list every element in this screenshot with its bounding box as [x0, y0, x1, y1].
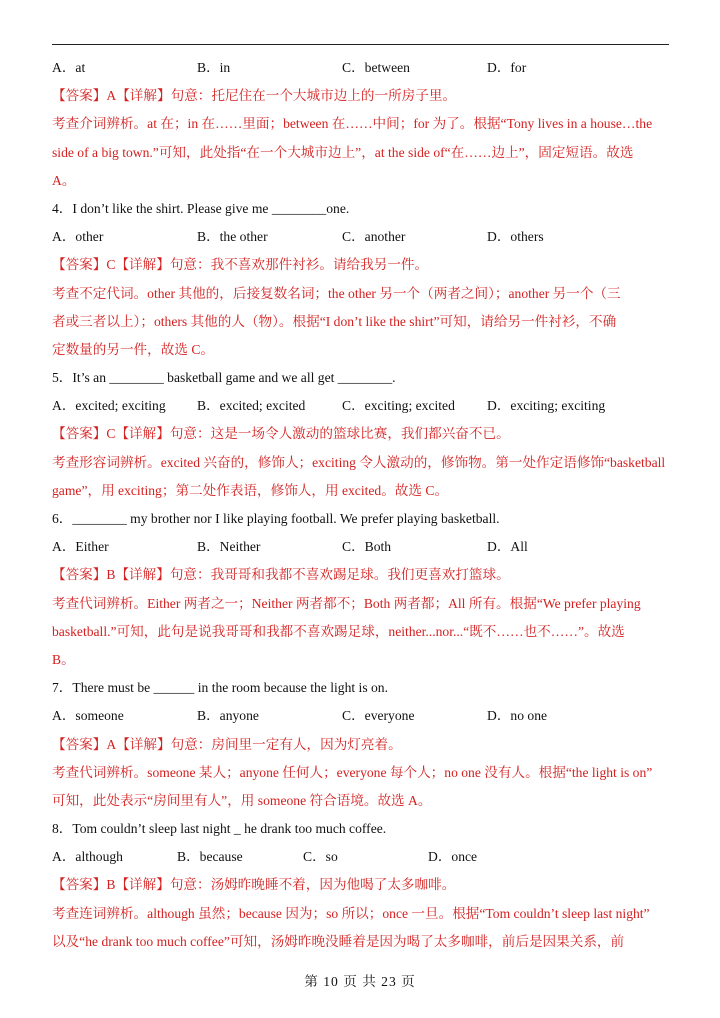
q3-explanation-line: A。	[52, 172, 76, 188]
q5-explanation-line: game”，用 exciting；第二处作表语，修饰人，用 excited。故选 C。	[52, 482, 449, 498]
header-rule	[52, 44, 669, 45]
q5-option-b: B．excited; excited	[197, 398, 306, 414]
q7-explanation-line: 可知，此处表示“房间里有人”，用 someone 符合语境。故选 A。	[52, 792, 432, 808]
q7-option-d: D．no one	[487, 708, 548, 724]
q4-answer: 【答案】C【详解】句意：我不喜欢那件衬衫。请给我另一件。	[52, 257, 429, 273]
q4-options	[52, 223, 672, 251]
q8-option-d: D．once	[428, 849, 478, 865]
q8-answer: 【答案】B【详解】句意：汤姆昨晚睡不着，因为他喝了太多咖啡。	[52, 877, 456, 893]
q8-stem: 8．Tom couldn’t sleep last night _ he drank too much coffee.	[52, 821, 387, 837]
q5-explanation-line: 考查形容词辨析。excited 兴奋的，修饰人；exciting 令人激动的，修饰物。第一处作定语修饰“basketball	[52, 454, 666, 470]
q4-explanation-line: 者或三者以上）；others 其他的人（物）。根据“I don’t like the shirt”可知，请给另一件衬衫，不确	[52, 313, 617, 329]
q8-option-a: A．although	[52, 849, 123, 865]
q8-option-c: C．so	[303, 849, 338, 865]
q5-options	[52, 392, 672, 420]
q4-stem: 4．I don’t like the shirt. Please give me ________one.	[52, 200, 350, 216]
q4-option-d: D．others	[487, 229, 544, 245]
q6-options	[52, 533, 672, 561]
q6-option-b: B．Neither	[197, 539, 261, 555]
q5-option-c: C．exciting; excited	[342, 398, 455, 414]
q3-option-b: B．in	[197, 60, 231, 75]
q4-explanation-line: 考查不定代词。other 其他的，后接复数名词；the other 另一个（两者之间）；another 另一个（三	[52, 285, 621, 301]
q6-option-a: A．Either	[52, 539, 109, 555]
q6-explanation-line: B。	[52, 651, 75, 667]
q5-answer: 【答案】C【详解】句意：这是一场令人激动的篮球比赛，我们都兴奋不已。	[52, 426, 510, 442]
q7-answer: 【答案】A【详解】句意：房间里一定有人，因为灯亮着。	[52, 736, 402, 752]
q7-option-c: C．everyone	[342, 708, 415, 724]
q3-options	[52, 54, 672, 82]
q7-explanation-line: 考查代词辨析。someone 某人；anyone 任何人；everyone 每个人；no one 没有人。根据“the light is on”	[52, 764, 653, 780]
q3-option-d: D．for	[487, 60, 527, 75]
q6-explanation-line: basketball.”可知，此句是说我哥哥和我都不喜欢踢足球，neither...nor...“既不……也不……”。故选	[52, 623, 625, 639]
q3-explanation-line: 考查介词辨析。at 在；in 在……里面；between 在……中间；for 为了。根据“Tony lives in a house…the	[52, 116, 653, 132]
q7-options	[52, 702, 672, 730]
q8-explanation-line: 以及“he drank too much coffee”可知，汤姆昨晚没睡着是因为喝了太多咖啡，前后是因果关系，前	[52, 933, 625, 949]
q5-stem: 5．It’s an ________ basketball game and we all get ________.	[52, 370, 396, 386]
q6-answer: 【答案】B【详解】句意：我哥哥和我都不喜欢踢足球。我们更喜欢打篮球。	[52, 567, 510, 583]
q3-answer: 【答案】A【详解】句意：托尼住在一个大城市边上的一所房子里。	[52, 88, 457, 104]
q6-option-d: D．All	[487, 539, 528, 555]
q8-options	[52, 843, 672, 871]
q3-explanation-line: side of a big town.”可知，此处指“在一个大城市边上”，at the side of“在……边上”，固定短语。故选	[52, 144, 634, 160]
q8-explanation-line: 考查连词辨析。although 虽然；because 因为；so 所以；once 一旦。根据“Tom couldn’t sleep last night”	[52, 905, 650, 921]
q4-option-b: B．the other	[197, 229, 268, 245]
q7-stem: 7．There must be ______ in the room because the light is on.	[52, 680, 389, 696]
q5-option-d: D．exciting; exciting	[487, 398, 606, 414]
q8-option-b: B．because	[177, 849, 243, 865]
q4-option-c: C．another	[342, 229, 406, 245]
q3-option-c: C．between	[342, 60, 410, 75]
q4-explanation-line: 定数量的另一件，故选 C。	[52, 341, 214, 357]
q6-stem: 6．________ my brother nor I like playing football. We prefer playing basketball.	[52, 511, 500, 526]
page-number: 第 10 页 共 23 页	[304, 974, 416, 989]
q5-option-a: A．excited; exciting	[52, 398, 166, 414]
page-content	[52, 54, 672, 956]
q7-option-b: B．anyone	[197, 708, 259, 724]
q6-explanation-line: 考查代词辨析。Either 两者之一；Neither 两者都不；Both 两者都；All 所有。根据“We prefer playing	[52, 595, 641, 611]
q3-option-a: A．at	[52, 60, 86, 75]
q6-option-c: C．Both	[342, 539, 392, 555]
q7-option-a: A．someone	[52, 708, 124, 724]
q4-option-a: A．other	[52, 229, 104, 245]
